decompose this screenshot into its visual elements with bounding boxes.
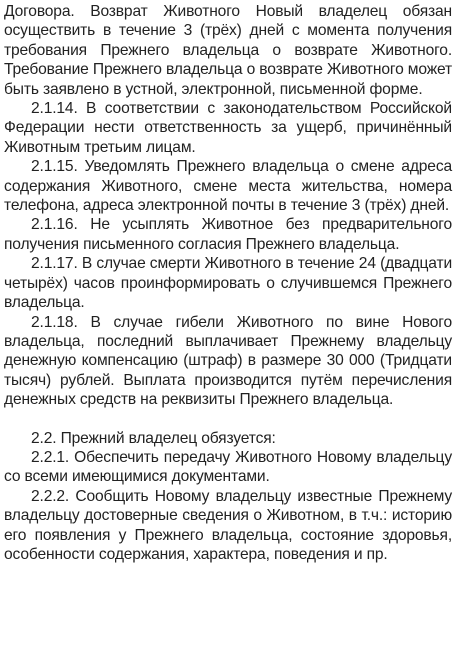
paragraph-intro: Договора. Возврат Животного Новый владелец обязан осуществить в течение 3 (трёх) дней с момента получения требования Прежнего владельца о возврате Животного. Требование Прежнего владельца о возврате Животного может быть заявлено в устной, электронной, письменной форме. — [4, 3, 452, 98]
paragraph-2-1-15: 2.1.15. Уведомлять Прежнего владельца о смене адреса содержания Животного, смене места жительства, номера телефона, адреса электронной почты в течение 3 (трёх) дней. — [4, 158, 452, 215]
section-heading-2-2: 2.2. Прежний владелец обязуется: — [31, 429, 276, 447]
paragraph-2-2-2: 2.2.2. Сообщить Новому владельцу известные Прежнему владельцу достоверные сведения о Животном, в т.ч.: историю его появления у Прежнего владельца, состояние здоровья, особенности содержания, характера, поведения и пр. — [4, 487, 452, 563]
paragraph-2-1-18: 2.1.18. В случае гибели Животного по вине Нового владельца, последний выплачивает Прежнему владельцу денежную компенсацию (штраф) в размере 30 000 (Тридцати тысяч) рублей. Выплата производится путём перечисления денежных средств на реквизиты Прежнего владельца. — [4, 313, 452, 409]
paragraph-2-1-14: 2.1.14. В соответствии с законодательством Российской Федерации нести ответственность за ущерб, причинённый Животным третьим лицам. — [4, 100, 452, 156]
paragraph-2-1-16: 2.1.16. Не усыплять Животное без предварительного получения письменного согласия Прежнего владельца. — [4, 216, 452, 253]
paragraph-2-2-1: 2.2.1. Обеспечить передачу Животного Новому владельцу со всеми имеющимися документами. — [4, 448, 452, 486]
paragraph-2-1-17: 2.1.17. В случае смерти Животного в течение 24 (двадцати четырёх) часов проинформировать о случившемся Прежнего владельца. — [4, 255, 452, 312]
section-gap — [4, 410, 452, 429]
